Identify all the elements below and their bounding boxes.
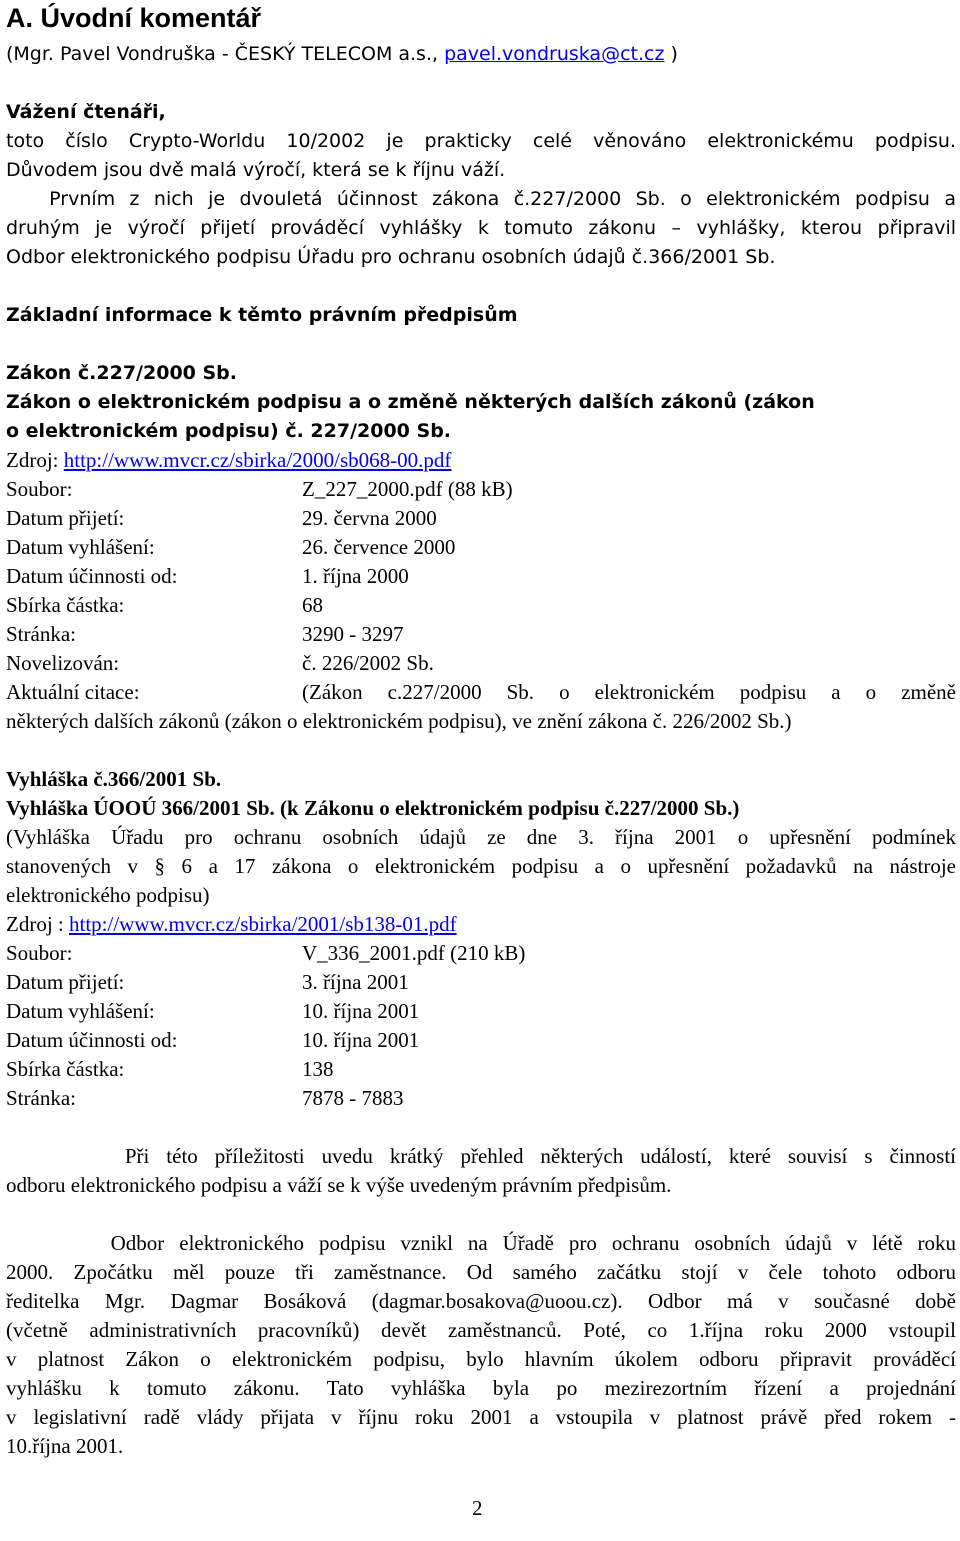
- paragraph-line: (včetně administrativních pracovníků) devět zaměstnanců. Poté, co 1.října roku 2000 vstoupil: [6, 1318, 956, 1342]
- intro-line: druhým je výročí přijetí prováděcí vyhlášky k tomuto zákonu – vyhlášky, kterou připravil: [6, 217, 956, 239]
- field-value: (Zákon c.227/2000 Sb. o elektronickém podpisu a o změně: [302, 680, 956, 704]
- decree-field-row: [6, 940, 525, 966]
- law-field-row: [6, 563, 409, 589]
- paragraph-line: ředitelka Mgr. Dagmar Bosáková (dagmar.bosakova@uoou.cz). Odbor má v současné době: [6, 1289, 956, 1313]
- decree-source-link[interactable]: http://www.mvcr.cz/sbirka/2001/sb138-01.pdf: [69, 912, 457, 936]
- paragraph-line: odboru elektronického podpisu a váží se k výše uvedeným právním předpisům.: [6, 1173, 672, 1197]
- law-source-label: Zdroj:: [6, 448, 64, 472]
- decree-title: Vyhláška ÚOOÚ 366/2001 Sb. (k Zákonu o elektronickém podpisu č.227/2000 Sb.): [6, 796, 740, 820]
- field-label: Stránka:: [6, 622, 76, 646]
- field-value: č. 226/2002 Sb.: [302, 651, 434, 675]
- field-label: Aktuální citace:: [6, 680, 140, 704]
- field-label: Novelizován:: [6, 651, 120, 675]
- law-title-line: o elektronickém podpisu) č. 227/2000 Sb.: [6, 420, 452, 442]
- field-value: 3. října 2001: [302, 970, 409, 994]
- intro-line: toto číslo Crypto-Worldu 10/2002 je prakticky celé věnováno elektronickému podpisu.: [6, 130, 956, 152]
- law-field-row: [6, 650, 434, 676]
- decree-heading: Vyhláška č.366/2001 Sb.: [6, 767, 222, 791]
- law-title-line: Zákon o elektronickém podpisu a o změně některých dalších zákonů (zákon: [6, 391, 815, 413]
- field-value: 68: [302, 593, 323, 617]
- field-value: 138: [302, 1057, 334, 1081]
- law-field-row: [6, 505, 437, 531]
- field-value: V_336_2001.pdf (210 kB): [302, 941, 526, 965]
- decree-desc-line: elektronického podpisu): [6, 883, 210, 907]
- intro-line: Prvním z nich je dvouletá účinnost zákona č.227/2000 Sb. o elektronickém podpisu a: [6, 188, 956, 210]
- field-label: Datum přijetí:: [6, 970, 125, 994]
- law-heading: Zákon č.227/2000 Sb.: [6, 362, 237, 384]
- law-field-row: [6, 476, 513, 502]
- field-label: Datum účinnosti od:: [6, 564, 178, 588]
- author-suffix: ): [664, 43, 678, 65]
- paragraph-line: 10.října 2001.: [6, 1434, 124, 1458]
- paragraph-line: Při této příležitosti uvedu krátký přehled některých událostí, které souvisí s činností: [6, 1144, 956, 1168]
- law-citation-row: [6, 679, 956, 705]
- decree-source-label: Zdroj :: [6, 912, 69, 936]
- field-value: 26. července 2000: [302, 535, 456, 559]
- field-label: Datum účinnosti od:: [6, 1028, 178, 1052]
- law-field-row: [6, 621, 404, 647]
- field-value: 1. října 2000: [302, 564, 409, 588]
- field-label: Soubor:: [6, 477, 73, 501]
- field-value: 10. října 2001: [302, 1028, 420, 1052]
- paragraph-line: Odbor elektronického podpisu vznikl na Úřadě pro ochranu osobních údajů v létě roku: [6, 1231, 956, 1255]
- law-source-link[interactable]: http://www.mvcr.cz/sbirka/2000/sb068-00.pdf: [63, 448, 452, 472]
- field-value: 29. června 2000: [302, 506, 437, 530]
- decree-field-row: [6, 1027, 419, 1053]
- paragraph-line: v legislativní radě vlády přijata v říjnu roku 2001 a vstoupila v platnost právě před rokem -: [6, 1405, 956, 1429]
- field-label: Sbírka částka:: [6, 1057, 125, 1081]
- field-label: Soubor:: [6, 941, 73, 965]
- page-number: 2: [472, 1496, 483, 1520]
- author-prefix: (Mgr. Pavel Vondruška - ČESKÝ TELECOM a.s.,: [6, 43, 445, 65]
- field-label: Stránka:: [6, 1086, 76, 1110]
- page-heading: A. Úvodní komentář: [6, 3, 262, 33]
- field-value: 10. října 2001: [302, 999, 420, 1023]
- field-value: 7878 - 7883: [302, 1086, 404, 1110]
- law-citation-cont: některých dalších zákonů (zákon o elektronickém podpisu), ve znění zákona č. 226/2002 Sb.): [6, 709, 792, 733]
- field-label: Datum vyhlášení:: [6, 535, 155, 559]
- law-field-row: [6, 534, 455, 560]
- intro-line: Důvodem jsou dvě malá výročí, která se k říjnu váží.: [6, 159, 506, 181]
- field-value: 3290 - 3297: [302, 622, 404, 646]
- decree-field-row: [6, 998, 419, 1024]
- decree-field-row: [6, 969, 409, 995]
- field-label: Datum vyhlášení:: [6, 999, 155, 1023]
- section-title: Základní informace k těmto právním předpisům: [6, 304, 518, 326]
- paragraph-line: vyhlášku k tomuto zákonu. Tato vyhláška byla po mezirezortním řízení a projednání: [6, 1376, 956, 1400]
- paragraph-line: v platnost Zákon o elektronickém podpisu, bylo hlavním úkolem odboru připravit prováděcí: [6, 1347, 956, 1371]
- law-source: [6, 447, 451, 473]
- decree-field-row: [6, 1085, 404, 1111]
- decree-desc-line: stanovených v § 6 a 17 zákona o elektronickém podpisu a o upřesnění požadavků na nástroje: [6, 854, 956, 878]
- decree-field-row: [6, 1056, 334, 1082]
- field-label: Sbírka částka:: [6, 593, 125, 617]
- intro-line: Odbor elektronického podpisu Úřadu pro ochranu osobních údajů č.366/2001 Sb.: [6, 246, 776, 268]
- paragraph-line: 2000. Zpočátku měl pouze tři zaměstnance. Od samého začátku stojí v čele tohoto odboru: [6, 1260, 956, 1284]
- decree-desc-line: (Vyhláška Úřadu pro ochranu osobních údajů ze dne 3. října 2001 o upřesnění podmínek: [6, 825, 956, 849]
- field-label: Datum přijetí:: [6, 506, 125, 530]
- field-value: Z_227_2000.pdf (88 kB): [302, 477, 513, 501]
- decree-source: [6, 911, 457, 937]
- author-line: [6, 41, 678, 67]
- author-email-link[interactable]: pavel.vondruska@ct.cz: [444, 43, 665, 65]
- greeting: Vážení čtenáři,: [6, 101, 166, 123]
- law-field-row: [6, 592, 323, 618]
